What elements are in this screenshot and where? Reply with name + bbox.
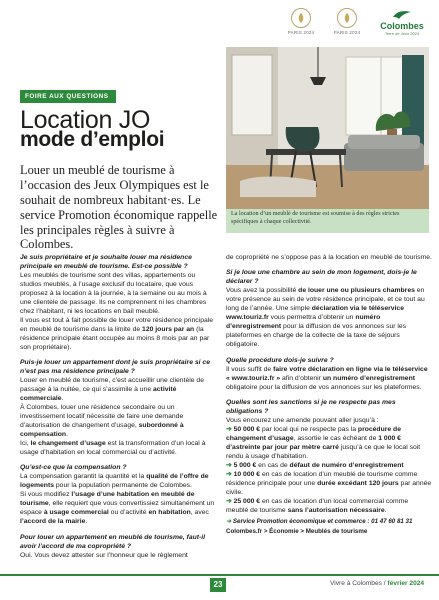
question-2: Puis-je louer un appartement dont je suis propriétaire si ce n’est pas ma résidence principale ? xyxy=(20,359,210,376)
colombes-bird-icon xyxy=(391,8,413,20)
answer-4-start: Oui. Vous devez attester sur l’honneur que le règlement xyxy=(20,551,188,559)
arrow-icon: ➔ xyxy=(226,497,234,505)
question-3: Qu’est-ce que la compensation ? xyxy=(20,464,127,472)
answer-5: Vous avez la possibilité de louer une ou plusieurs chambres en votre présence au sein de votre résidence principale, et ce tout au long de l’année. Une simple déclaration via le téléservice www.touriz.fr vous permettra d’obtenir un numéro d’enregistrement pour la diffusion de vos annonces sur les plateformes en charge de la collecte de la taxe de séjours obligatoire. xyxy=(226,287,425,349)
paralympic-logo-icon xyxy=(337,8,357,28)
lead-paragraph: Louer un meublé de tourisme à l’occasion des Jeux Olympiques est le souhait de nombreux habitant·es. Le service Promotion économique rappelle les principales règles à suivre à Colombes. xyxy=(20,163,218,252)
answer-3-p2: Si vous modifiez l’usage d’une habitation en meublé de tourisme, elle requiert que vous convertissiez simultanément un espace à usage commercial ou d’activité en habitation, avec l’accord de la mairie. xyxy=(20,491,215,526)
answer-2-p3: Ici, le changement d’usage est la transformation d’un local à usage d’habitation en local commercial ou d’activité. xyxy=(20,439,206,456)
service-contact: ➔ Service Promotion économique et commerce : 01 47 60 81 31 xyxy=(226,517,413,525)
logo1-text: PARIS 2024 xyxy=(287,30,315,35)
page-header xyxy=(0,0,439,46)
answer-6: Il vous suffit de faire votre déclaration en ligne via le téléservice « www.touriz.fr » afin d’obtenir un numéro d’enregistrement obligatoire pour la diffusion de vos annonces sur les plateformes. xyxy=(226,365,428,391)
answer-4-continued: de copropriété ne s’oppose pas à la location en meublé de tourisme. xyxy=(226,254,432,261)
sanction-3: ➔ 10 000 € en cas de location d’un meublé de tourisme comme résidence principale pour une durée excédant 120 jours par année civile. xyxy=(226,470,432,496)
logo2-text: PARIS 2024 xyxy=(333,30,361,35)
left-column xyxy=(20,254,216,567)
sanctions-intro: Vous encourez une amende pouvant aller jusqu’à : xyxy=(226,417,379,424)
arrow-icon: ➔ xyxy=(226,425,234,433)
answer-1-p2: Il vous est tout à fait possible de louer votre résidence principale en meublé de tourisme dans la limite de 120 jours par an (la résidence principale étant occupée au moins 8 mois par an par son propriétaire). xyxy=(20,316,214,351)
arrow-icon: ➔ xyxy=(226,517,233,525)
olympic-logo-icon xyxy=(291,8,311,28)
answer-2-p1: Louer en meublé de tourisme, c’est accueillir une clientèle de passage à la nuitée, ce qui s’assimile à une activité commerciale. xyxy=(20,377,204,403)
sanction-4: ➔ 25 000 € en cas de location d’un local commercial comme meublé de tourisme sans l’autorisation nécessaire. xyxy=(226,497,409,514)
right-column xyxy=(226,254,432,536)
partner-logos xyxy=(283,8,429,36)
page-number: 23 xyxy=(210,578,226,592)
answer-1-p1: Les meublés de tourisme sont des villas, appartements ou studios meublés, à l’usage exclusif du locataire, que vous proposez à la location à la journée, à la semaine ou au mois à une clientèle de passage. Ils ne comprennent ni les chambres chez l’habitant, ni les locations en bail meublé. xyxy=(20,271,207,315)
question-4: Pour louer un appartement en meublé de tourisme, faut-il avoir l’accord de ma copropriété ? xyxy=(20,533,206,550)
faq-tag: FOIRE AUX QUESTIONS xyxy=(20,90,116,103)
city-sub: Terre de Jeux 2024 xyxy=(384,31,420,36)
answer-2-p2: À Colombes, louer une résidence secondaire ou un investissement locatif nécessite de faire une demande d’autorisation de changement d’usage, subordonné à compensation. xyxy=(20,404,184,438)
answer-3-p1: La compensation garantit la quantité et la qualité de l’offre de logements pour la population permanente de Colombes. xyxy=(20,473,209,490)
arrow-icon: ➔ xyxy=(226,461,234,469)
sanction-2: ➔ 5 000 € en cas de défaut de numéro d’enregistrement xyxy=(226,461,404,469)
service-link[interactable]: Colombes.fr > Économie > Meublés de tourisme xyxy=(226,527,368,535)
question-1: Je suis propriétaire et je souhaite louer ma résidence principale en meublé de tourisme. Est-ce possible ? xyxy=(20,254,192,270)
paris-2024-logo xyxy=(283,8,319,35)
sanction-1: ➔ 50 000 € par local qui ne respecte pas la procédure de changement d’usage, assortie le cas échéant de 1 000 € d’astreinte par jour par mètre carré jusqu’à ce que le local soit rendu à usage d’habitation. xyxy=(226,425,421,460)
paris-2024-paralympic-logo xyxy=(329,8,365,35)
title-line-1: Location JO xyxy=(20,106,151,134)
question-6: Quelle procédure dois-je suivre ? xyxy=(226,356,334,364)
question-5: Si je loue une chambre au sein de mon logement, dois-je le déclarer ? xyxy=(226,269,417,286)
question-7: Quelles sont les sanctions si je ne respecte pas mes obligations ? xyxy=(226,399,396,416)
photo-caption: La location d’un meublé de tourisme est soumise à des règles strictes spécifiques à chaque collectivité. xyxy=(226,209,429,233)
arrow-icon: ➔ xyxy=(226,470,234,478)
magazine-issue: Vivre à Colombes / février 2024 xyxy=(330,580,425,587)
title-line-2: mode d’emploi xyxy=(20,128,165,151)
city-name: Colombes xyxy=(380,21,424,31)
colombes-logo xyxy=(375,8,429,36)
living-room-photo xyxy=(226,47,429,209)
